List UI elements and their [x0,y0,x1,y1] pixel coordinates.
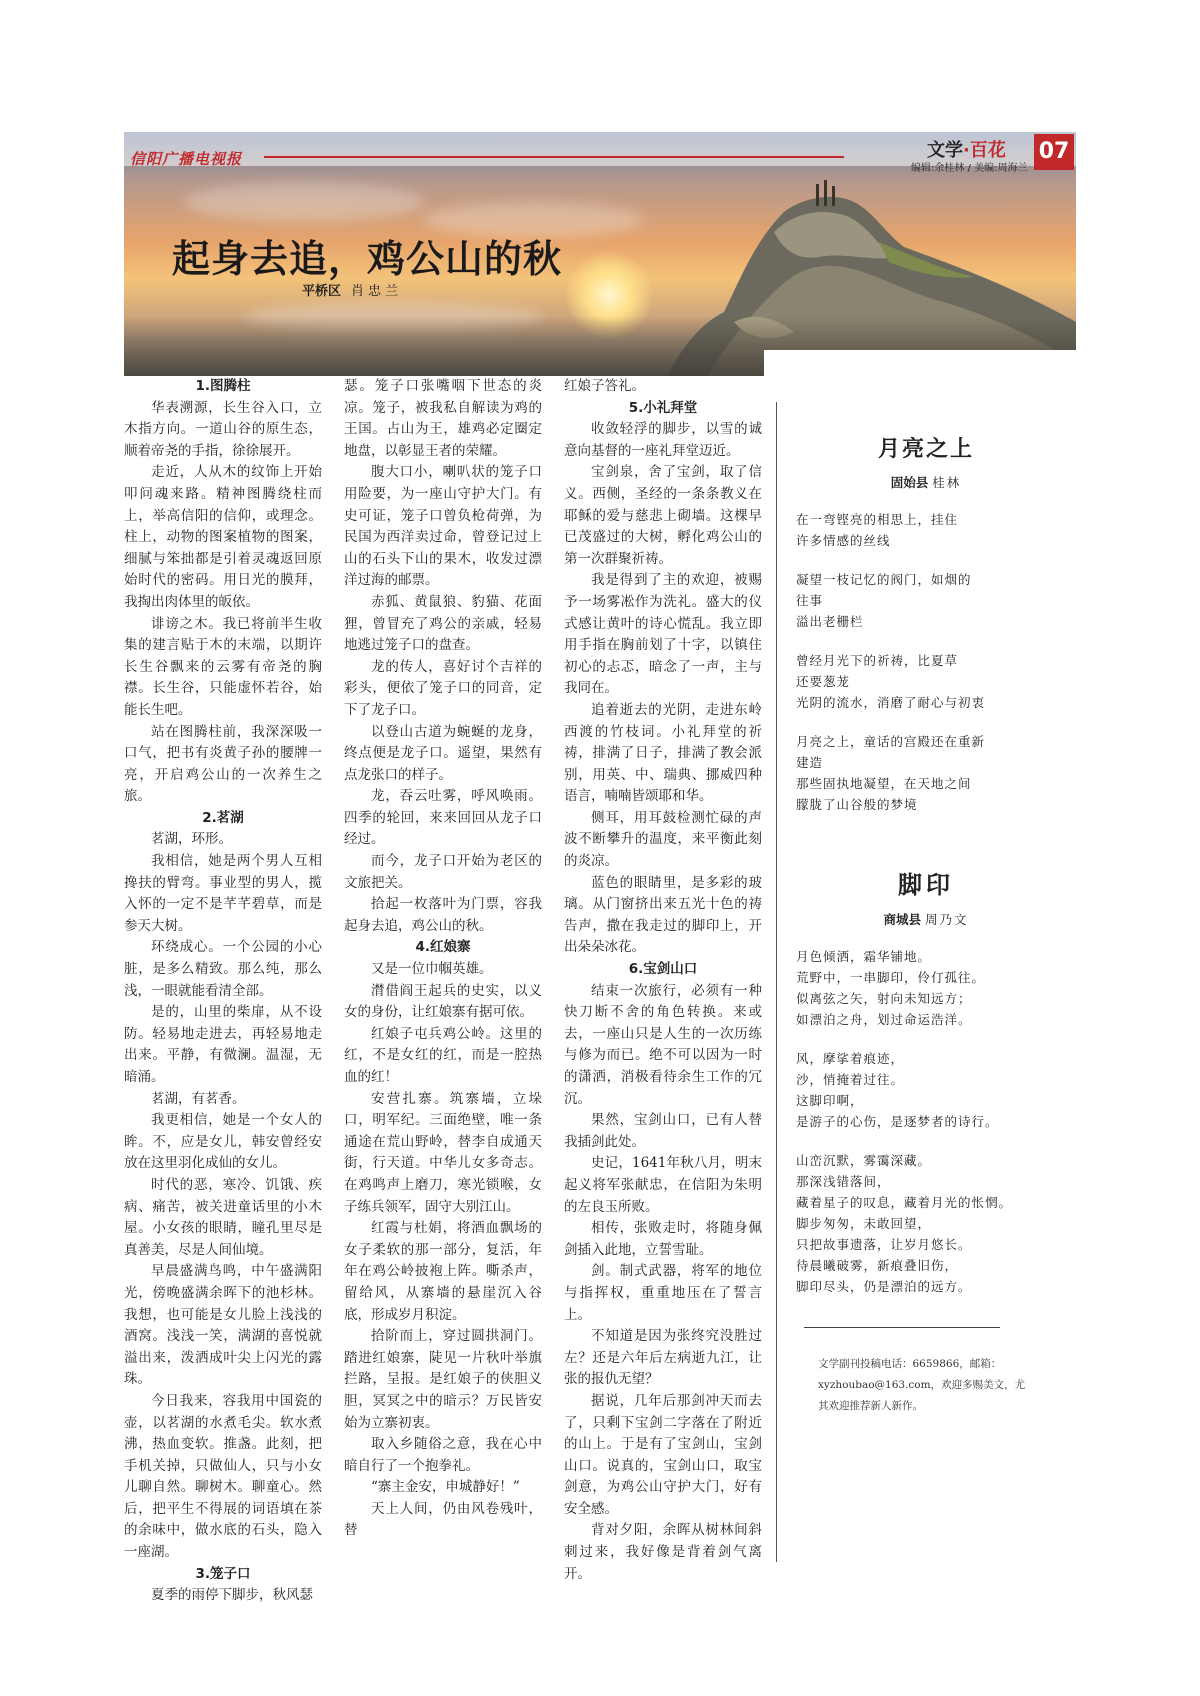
article-paragraph: 我相信，她是两个男人互相搀扶的臂弯。事业型的男人，揽入怀的一定不是芊芊碧草，而是参天大树。 [124,853,322,934]
article-paragraph: 茗湖，环形。 [151,831,232,848]
article-paragraph: 瑟。笼子口张嘴咽下世态的炎凉。笼子，被我私自解读为鸡的王国。占山为王，雄鸡必定圈定地盘，以彰显王者的荣耀。 [344,378,542,459]
poem-line: 建造 [796,755,824,770]
poem-line: 那些固执地凝望，在天地之间 [796,776,972,791]
article-column-1 [124,376,322,1607]
article-paragraph: 赤狐、黄鼠狼、豹猫、花面狸，曾冒充了鸡公的亲戚，轻易地逃过笼子口的盘查。 [344,593,542,654]
poem-line: 似离弦之矢，射向未知远方； [796,991,972,1006]
poem-line: 月亮之上，童话的宫殿还在重新 [796,734,986,749]
poem-line: 如漂泊之舟，划过命运浩洋。 [796,1012,972,1027]
poem-line: 在一弯铿亮的相思上，挂住 [796,512,959,527]
poem-line: 藏着星子的叹息，藏着月光的怅惘。 [796,1195,1013,1210]
poem-line: 凝望一枝记忆的阀门，如烟的 [796,572,972,587]
section-subheading: 2.茗湖 [202,809,244,826]
article-paragraph: 是的，山里的柴扉，从不设防。轻易地走进去，再轻易地走出来。平静，有微澜。温湿，无暗涌。 [124,1004,322,1085]
article-paragraph: 据说，几年后那剑冲天而去了，只剩下宝剑二字落在了附近的山上。于是有了宝剑山，宝剑山口。说真的，宝剑山口，取宝剑意，为鸡公山守护大门，好有安全感。 [564,1392,762,1517]
masthead-rule [264,156,844,158]
article-paragraph: 侧耳，用耳鼓检测忙碌的声波不断攀升的温度，来平衡此刻的炎凉。 [564,809,762,870]
article-column-2 [344,376,542,1542]
poem-stanza [796,569,1056,632]
newspaper-name: 信阳广播电视报 [130,150,243,168]
article-paragraph: 时代的恶，寒冷、饥饿、疾病、痛苦，被关进童话里的小木屋。小女孩的眼睛，瞳孔里尽是真善美，尽是人间仙境。 [124,1176,322,1258]
poem-line: 那深浅错落间， [796,1174,891,1189]
article-paragraph: 拾阶而上，穿过圆拱洞门。踏进红娘寨，陡见一片秋叶举旗拦路，呈报。是红娘子的侠胆义胆，冥冥之中的暗示？万民皆安始为立寨初衷。 [344,1328,542,1431]
article-paragraph: 宝剑泉，舍了宝剑，取了信义。西侧，圣经的一条条教义在耶稣的爱与慈悲上砌墙。这棵早已茂盛过的大树，孵化鸡公山的第一次群聚祈祷。 [564,464,762,567]
article-paragraph: 走近，人从木的纹饰上开始叩问魂来路。精神图腾绕柱而上，举高信阳的信仰，或理念。柱上，动物的图案植物的图案，细腻与笨拙都是引着灵魂返回原始时代的密码。用日光的膜拜，我掏出肉体里的皈依。 [124,464,322,610]
article-paragraph: 剑。制式武器，将军的地位与指挥权，重重地压在了誓言上。 [564,1263,762,1323]
poem-1-region: 固始县 [890,475,929,490]
article-paragraph: 不知道是因为张终究没胜过左？还是六年后左病逝九江，让张的报仇无望？ [564,1328,762,1388]
article-paragraph: 追着逝去的光阴，走进东岭西渡的竹枝词。小礼拜堂的祈祷，排满了日子，排满了教会派别，用英、中、瑞典、挪威四种语言，喃喃皆颂耶和华。 [564,701,762,805]
poem-line: 溢出老栅栏 [796,614,864,629]
poem-line: 脚印尽头，仍是漂泊的远方。 [796,1279,972,1294]
section-title-dot: · [963,140,970,161]
editor-credit: 编辑:余桂林 / 美编:周海兰 [911,163,1028,174]
article-column-3 [564,376,762,1585]
article-paragraph: 蓝色的眼睛里，是多彩的玻璃。从门窗挤出来五光十色的祷告声，撒在我走过的脚印上，开出朵朵冰花。 [564,874,762,956]
poem-line: 朦胧了山谷般的梦境 [796,797,918,812]
poem-line: 是游子的心伤，是逐梦者的诗行。 [796,1114,999,1129]
article-paragraph: 夏季的雨停下脚步，秋风瑟 [151,1587,313,1604]
article-paragraph: 腹大口小，喇叭状的笼子口用险要，为一座山守护大门。有史可证，笼子口曾负枪荷弹，为民国为西洋卖过命，曾登记过上山的石头下山的果木，收发过漂洋过海的邮票。 [344,464,542,589]
poem-stanza [796,946,1056,1030]
poem-line: 只把故事遗落，让岁月悠长。 [796,1237,972,1252]
section-title-part1: 文学 [927,140,963,161]
poem-line: 风，摩挲着痕迹， [796,1051,905,1066]
article-paragraph: 潸借阎王起兵的史实，以义女的身份，让红娘寨有据可依。 [344,982,542,1021]
byline-region: 平桥区 [302,284,342,299]
article-paragraph: 结束一次旅行，必须有一种快刀断不舍的角色转换。来或去，一座山只是人生的一次历练与修为而已。绝不可以因为一时的潇洒，消极看待余生工作的冗沉。 [564,982,762,1107]
section-subheading: 5.小礼拜堂 [628,399,698,416]
article-paragraph: 相传，张败走时，将随身佩剑插入此地，立誓雪耻。 [564,1220,762,1258]
article-paragraph: 史记，1641年秋八月，明末起义将军张献忠，在信阳为朱明的左良玉所败。 [564,1155,762,1215]
poem-line: 月色倾洒，霜华铺地。 [796,949,932,964]
section-subheading: 4.红娘寨 [415,939,471,956]
article-paragraph: 我更相信，她是一个女人的眸。不，应是女儿，韩安曾经安放在这里羽化成仙的女儿。 [124,1112,322,1172]
article-paragraph: 以登山古道为蜿蜒的龙身，终点便是龙子口。遥望，果然有点龙张口的样子。 [344,723,542,783]
poem-line: 曾经月光下的祈祷，比夏草 [796,653,959,668]
article-paragraph: 红娘子答礼。 [564,378,645,394]
contact-rule [804,1327,1000,1328]
article-paragraph: 取入乡随俗之意，我在心中暗自行了一个抱拳礼。 [344,1436,542,1474]
poem-stanza [796,650,1056,713]
article-paragraph: 拾起一枚落叶为门票，容我起身去追，鸡公山的秋。 [344,896,542,934]
article-paragraph: 天上人间，仍由风卷残叶，替 [344,1500,542,1539]
article-paragraph: 龙，吞云吐雾，呼风唤雨。四季的轮回，来来回回从龙子口经过。 [344,788,542,848]
poem-stanza [796,1150,1056,1297]
section-subheading: 1.图腾柱 [195,378,251,394]
article-paragraph: 果然，宝剑山口，已有人替我插剑此处。 [564,1112,762,1150]
poetry-sidebar [796,376,1056,1417]
article-paragraph: “寨主金安，申城静好！” [371,1479,520,1496]
article-paragraph: 红霞与杜娟，将酒血飘场的女子柔软的那一部分，复活，年年在鸡公岭披袍上阵。嘶杀声，留给风，从寨墙的悬崖沉入谷底，形成岁月积淀。 [344,1220,542,1323]
page-number-badge: 07 [1034,134,1074,170]
poem-1-author: 桂林 [932,475,962,490]
poem-line: 荒野中，一串脚印，伶仃孤往。 [796,970,986,985]
section-subheading: 3.笼子口 [195,1565,251,1582]
poem-stanza [796,731,1056,815]
poem-line: 山峦沉默，雾霭深藏。 [796,1153,932,1168]
poem-line: 沙，悄掩着过往。 [796,1072,905,1087]
poem-2-body [796,946,1056,1297]
contact-line: xyzhoubao@163.com，欢迎多赐美文，尤 [818,1379,1026,1391]
article-paragraph: 又是一位巾帼英雄。 [371,961,493,978]
poem-stanza [796,1048,1056,1132]
article-paragraph: 茗湖，有茗香。 [151,1090,246,1107]
poem-2-title: 脚印 [898,870,954,899]
article-paragraph: 背对夕阳，余晖从树林间斜刺过来，我好像是背着剑气离开。 [564,1522,762,1582]
byline-author: 肖忠兰 [351,284,403,299]
poem-2-region: 商城县 [883,912,921,927]
poem-2-byline [796,910,1056,928]
poem-2-author: 周乃文 [925,912,969,927]
article-paragraph: 而今，龙子口开始为老区的文旅把关。 [344,853,542,891]
article-paragraph: 红娘子屯兵鸡公岭。这里的红，不是女红的红，而是一腔热血的红！ [344,1025,542,1085]
section-title-part2: 百花 [969,140,1006,161]
article-paragraph: 安营扎寨。筑寨墙，立垛口，明军纪。三面绝壁，唯一条通途在荒山野岭，替李自成通天街，行天道。中华儿女多奇志。在鸡鸣声上磨刀，寒光锁喉，女子练兵领军，固守大别江山。 [344,1090,542,1215]
article-headline: 起身去追，鸡公山的秋 [172,236,563,281]
article-paragraph: 今日我来，容我用中国瓷的壶，以茗湖的水煮毛尖。软水煮沸，热血变软。推盏。此刻，把手机关掉，只做仙人，只与小女儿聊自然。聊树木。聊童心。然后，把平生不得展的词语填在茶的余味中，做水底的石头，隐入一座湖。 [124,1392,322,1561]
newspaper-page [124,132,1076,1604]
contact-line: 文学副刊投稿电话：6659866，邮箱： [818,1358,1002,1370]
poem-line: 脚步匆匆，未敢回望， [796,1216,932,1231]
article-paragraph: 诽谤之木。我已将前半生收集的建言贴于木的末端，以期许长生谷飘来的云雾有帝尧的胸襟。长生谷，只能虚怀若谷，始能长生吧。 [124,615,322,718]
article-paragraph: 龙的传人，喜好讨个吉祥的彩头，便依了笼子口的同音，定下了龙子口。 [344,658,542,718]
poem-line: 光阴的流水，消磨了耐心与初衷 [796,695,986,710]
column-divider [776,402,777,1562]
article-paragraph: 我是得到了主的欢迎，被赐予一场雾凇作为洗礼。盛大的仪式感让黄叶的诗心慌乱。我立即用手指在胸前划了十字，以镇住初心的忐忑，暗念了一声，主与我同在。 [564,572,762,697]
article-paragraph: 站在图腾柱前，我深深吸一口气，把书有炎黄子孙的腰牌一亮，开启鸡公山的一次养生之旅。 [124,723,322,805]
header-banner-photo [124,132,1076,376]
poem-line: 许多情感的丝线 [796,533,891,548]
article-paragraph: 早晨盛满鸟鸣，中午盛满阳光，傍晚盛满余晖下的池杉林。我想，也可能是女儿脸上浅浅的酒窝。浅浅一笑，满湖的喜悦就溢出来，泼洒成叶尖上闪光的露珠。 [124,1263,322,1388]
poem-line: 往事 [796,593,824,608]
article-paragraph: 收敛轻浮的脚步，以雪的诚意向基督的一座礼拜堂迈近。 [564,421,762,459]
poem-stanza [796,509,1056,551]
article-byline [302,280,402,299]
poem-1-byline [796,473,1056,491]
submission-contact [796,1354,1056,1417]
poem-1-body [796,509,1056,815]
contact-line: 其欢迎推荐新人新作。 [818,1400,923,1412]
poem-line: 这脚印啊， [796,1093,864,1108]
section-subheading: 6.宝剑山口 [628,961,698,978]
poem-line: 还要葱茏 [796,674,851,689]
poem-1-title: 月亮之上 [877,436,974,462]
poem-line: 待晨曦破雾，新痕叠旧伤， [796,1258,959,1273]
article-paragraph: 华表溯源，长生谷入口，立木指方向。一道山谷的原生态，顺着帝尧的手指，徐徐展开。 [124,399,322,459]
article-paragraph: 环绕成心。一个公园的小心脏，是多么精致。那么纯，那么浅，一眼就能看清全部。 [124,939,322,999]
